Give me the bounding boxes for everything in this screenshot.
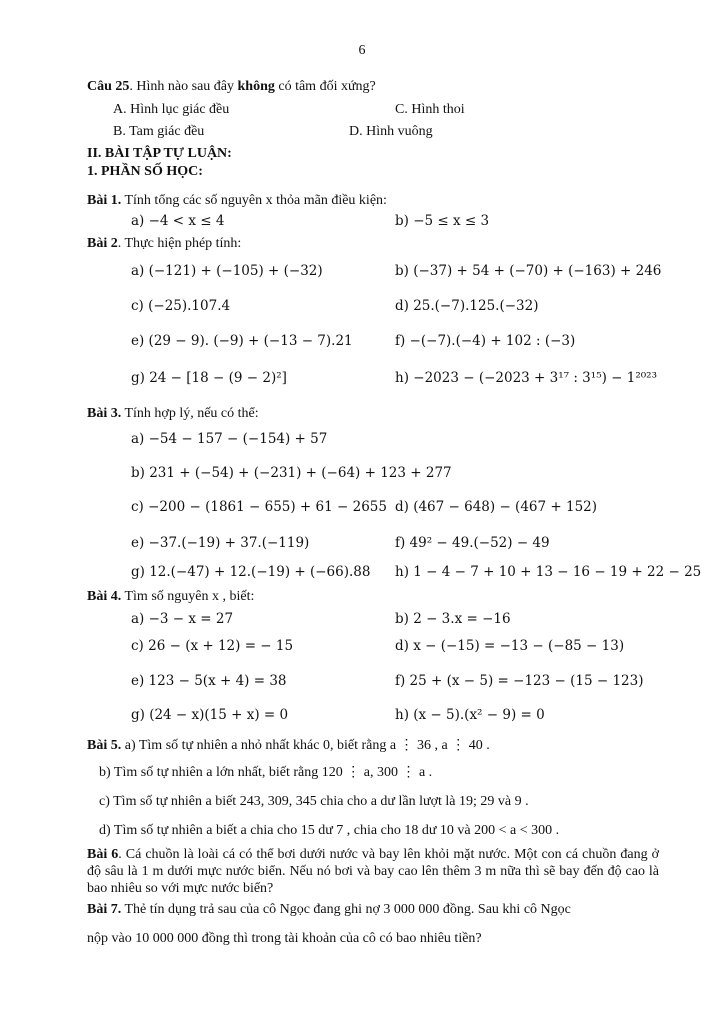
exercise-2c: c) (−25).107.4 — [131, 298, 231, 314]
section-heading: II. BÀI TẬP TỰ LUẬN: — [87, 146, 232, 161]
exercise-2f: f) −(−7).(−4) + 102 : (−3) — [395, 333, 576, 349]
exercise-1 — [87, 192, 387, 210]
exercise-text: Tính hợp lý, nếu có thể: — [121, 406, 259, 421]
exercise-label: Bài 2 — [87, 236, 118, 251]
option-b: B. Tam giác đều — [113, 124, 205, 139]
exercise-label: Bài 7. — [87, 902, 122, 917]
exercise-5a: a) Tìm số tự nhiên a nhỏ nhất khác 0, biết rằng a ⋮ 36 , a ⋮ 40 . — [121, 738, 490, 753]
question-text-end: có tâm đối xứng? — [274, 79, 376, 94]
exercise-text: Thẻ tín dụng trả sau của cô Ngọc đang ghi nợ 3 000 000 đồng. Sau khi cô Ngọc — [121, 902, 571, 917]
exercise-text: Tính tổng các số nguyên x thỏa mãn điều kiện: — [121, 193, 387, 208]
question-emphasis: không — [237, 79, 275, 94]
exercise-2 — [87, 235, 241, 253]
exercise-4f: f) 25 + (x − 5) = −123 − (15 − 123) — [395, 673, 644, 689]
exercise-3e: e) −37.(−19) + 37.(−119) — [131, 535, 310, 551]
exercise-4e: e) 123 − 5(x + 4) = 38 — [131, 673, 287, 689]
exercise-7-continued: nộp vào 10 000 000 đồng thì trong tài khoản của cô có bao nhiêu tiền? — [87, 931, 482, 946]
exercise-2a: a) (−121) + (−105) + (−32) — [131, 263, 323, 279]
option-d: D. Hình vuông — [349, 124, 433, 139]
exercise-3f: f) 49² − 49.(−52) − 49 — [395, 535, 550, 551]
exercise-4h: h) (x − 5).(x² − 9) = 0 — [395, 707, 545, 723]
exercise-2g: g) 24 − [18 − (9 − 2)²] — [131, 370, 287, 386]
exercise-7 — [87, 901, 571, 919]
exercise-text: Tìm số nguyên x , biết: — [121, 589, 255, 604]
subsection-heading: 1. PHẦN SỐ HỌC: — [87, 164, 203, 179]
exercise-label: Bài 6 — [87, 847, 119, 862]
exercise-5d: d) Tìm số tự nhiên a biết a chia cho 15 dư 7 , chia cho 18 dư 10 và 200 < a < 300 . — [99, 823, 560, 838]
exercise-5 — [87, 737, 490, 755]
exercise-label: Bài 4. — [87, 589, 122, 604]
exercise-5c: c) Tìm số tự nhiên a biết 243, 309, 345 chia cho a dư lần lượt là 19; 29 và 9 . — [99, 794, 529, 809]
exercise-label: Bài 3. — [87, 406, 122, 421]
exercise-1a: a) −4 < x ≤ 4 — [131, 213, 225, 229]
question-text: . Hình nào sau đây — [129, 79, 238, 94]
exercise-6 — [87, 846, 659, 897]
exercise-2e: e) (29 − 9). (−9) + (−13 − 7).21 — [131, 333, 353, 349]
exercise-4c: c) 26 − (x + 12) = − 15 — [131, 638, 294, 654]
question-25 — [87, 78, 376, 96]
exercise-1b: b) −5 ≤ x ≤ 3 — [395, 213, 490, 229]
exercise-3c: c) −200 − (1861 − 655) + 61 − 2655 — [131, 499, 387, 515]
exercise-label: Bài 1. — [87, 193, 122, 208]
exercise-3 — [87, 405, 259, 423]
exercise-3g: g) 12.(−47) + 12.(−19) + (−66).88 — [131, 564, 371, 580]
exercise-3d: d) (467 − 648) − (467 + 152) — [395, 499, 598, 515]
exercise-4 — [87, 588, 254, 606]
exercise-text: . Cá chuồn là loài cá có thể bơi dưới nước và bay lên khỏi mặt nước. Một con cá chuồn đang ở độ sâu là 1 m dưới mực nước biển. Nếu nó bơi và bay cao lên thêm 3 m nữa thì sẽ bay đến độ cao là bao nhiêu so với mực nước biển? — [87, 847, 659, 896]
option-c: C. Hình thoi — [395, 102, 465, 117]
exercise-5b: b) Tìm số tự nhiên a lớn nhất, biết rằng 120 ⋮ a, 300 ⋮ a . — [99, 765, 433, 780]
exercise-2d: d) 25.(−7).125.(−32) — [395, 298, 539, 314]
exercise-4a: a) −3 − x = 27 — [131, 611, 234, 627]
question-label: Câu 25 — [87, 79, 130, 94]
exercise-4g: g) (24 − x)(15 + x) = 0 — [131, 707, 289, 723]
exercise-label: Bài 5. — [87, 738, 122, 753]
exercise-3b: b) 231 + (−54) + (−231) + (−64) + 123 + 277 — [131, 465, 452, 481]
page-number: 6 — [358, 43, 366, 58]
exercise-3h: h) 1 − 4 − 7 + 10 + 13 − 16 − 19 + 22 − 25 — [395, 564, 702, 580]
exercise-3a: a) −54 − 157 − (−154) + 57 — [131, 431, 328, 447]
exercise-2b: b) (−37) + 54 + (−70) + (−163) + 246 — [395, 263, 662, 279]
exercise-4b: b) 2 − 3.x = −16 — [395, 611, 511, 627]
exercise-4d: d) x − (−15) = −13 − (−85 − 13) — [395, 638, 625, 654]
exercise-2h: h) −2023 − (−2023 + 3¹⁷ : 3¹⁵) − 1²⁰²³ — [395, 370, 657, 386]
option-a: A. Hình lục giác đều — [113, 102, 230, 117]
exercise-text: . Thực hiện phép tính: — [117, 236, 242, 251]
